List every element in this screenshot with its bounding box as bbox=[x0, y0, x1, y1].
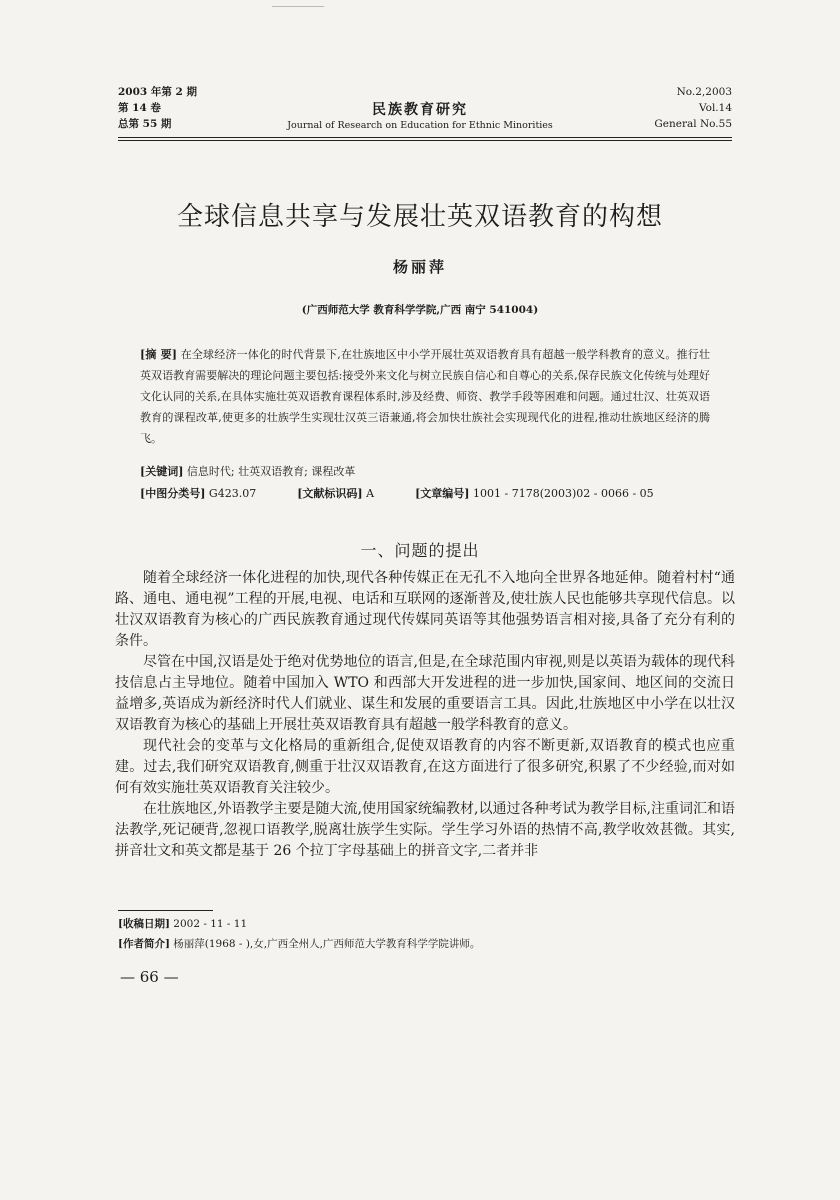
author-bio-label: [作者简介] bbox=[118, 938, 170, 950]
article-number-value: 1001 - 7178(2003)02 - 0066 - 05 bbox=[473, 487, 654, 500]
author-affiliation: (广西师范大学 教育科学学院,广西 南宁 541004) bbox=[301, 304, 539, 316]
abstract bbox=[140, 344, 710, 449]
clc-label: [中图分类号] bbox=[140, 487, 206, 500]
section-heading: 一、问题的提出 bbox=[360, 541, 480, 560]
body-paragraph-3: 现代社会的变革与文化格局的重新组合,促使双语教育的内容不断更新,双语教育的模式也应重建。过去,我们研究双语教育,侧重于壮汉双语教育,在这方面进行了很多研究,积累了不少经验,而对如何有效实施壮英双语教育关注较少。 bbox=[115, 738, 735, 796]
journal-name-en: Journal of Research on Education for Ethnic Minorities bbox=[287, 120, 553, 131]
keywords-label: [关键词] bbox=[140, 465, 184, 478]
classification-line bbox=[140, 484, 740, 504]
footnote bbox=[118, 914, 480, 954]
received-label: [收稿日期] bbox=[118, 918, 170, 930]
header-center bbox=[260, 101, 580, 133]
header-rule-bottom bbox=[118, 140, 732, 141]
abstract-label: [摘 要] bbox=[140, 348, 177, 361]
doc-code-label: [文献标识码] bbox=[297, 487, 363, 500]
scan-mark bbox=[272, 0, 324, 7]
article-title: 全球信息共享与发展壮英双语教育的构想 bbox=[176, 202, 663, 232]
header-right bbox=[654, 84, 732, 132]
volume-en: Vol.14 bbox=[699, 102, 732, 114]
issue-en: No.2,2003 bbox=[676, 86, 732, 98]
clc-value: G423.07 bbox=[208, 487, 257, 500]
body-text bbox=[115, 568, 735, 862]
body-paragraph-1: 随着全球经济一体化进程的加快,现代各种传媒正在无孔不入地向全世界各地延伸。随着村村“通路、通电、通电视”工程的开展,电视、电话和互联网的逐渐普及,使壮族人民也能够共享现代信息。以壮汉双语教育为核心的广西民族教育通过现代传媒同英语等其他强势语言相对接,具备了充分有利的条件。 bbox=[115, 570, 735, 649]
article-number-label: [文章编号] bbox=[415, 487, 470, 500]
issue-cn: 2003 年第 2 期 bbox=[118, 86, 197, 98]
header-left bbox=[118, 84, 197, 132]
doc-code-value: A bbox=[366, 487, 375, 500]
footnote-rule bbox=[118, 910, 213, 911]
author-bio bbox=[118, 934, 480, 954]
keywords-text: 信息时代; 壮英双语教育; 课程改革 bbox=[186, 465, 356, 478]
journal-name-cn: 民族教育研究 bbox=[372, 102, 468, 118]
keywords bbox=[140, 462, 355, 482]
body-paragraph-2: 尽管在中国,汉语是处于绝对优势地位的语言,但是,在全球范围内审视,则是以英语为载体的现代科技信息占主导地位。随着中国加入 WTO 和西部大开发进程的进一步加快,国家间、地区间的交流日益增多,英语成为新经济时代人们就业、谋生和发展的重要语言工具。因此,壮族地区中小学在以壮汉双语教育为核心的基础上开展壮英双语教育具有超越一般学科教育的意义。 bbox=[115, 654, 735, 733]
general-en: General No.55 bbox=[654, 118, 732, 130]
header-rule-top bbox=[118, 137, 732, 138]
article-author: 杨丽萍 bbox=[392, 258, 447, 276]
received-date bbox=[118, 914, 480, 934]
author-bio-value: 杨丽萍(1968 - ),女,广西全州人,广西师范大学教育科学学院讲师。 bbox=[173, 938, 481, 950]
volume-cn: 第 14 卷 bbox=[118, 102, 161, 114]
page-number: — 66 — bbox=[120, 968, 179, 986]
general-cn: 总第 55 期 bbox=[118, 118, 172, 130]
body-paragraph-4: 在壮族地区,外语教学主要是随大流,使用国家统编教材,以通过各种考试为教学目标,注重词汇和语法教学,死记硬背,忽视口语教学,脱离壮族学生实际。学生学习外语的热情不高,教学收效甚微。其实,拼音壮文和英文都是基于 26 个拉丁字母基础上的拼音文字,二者并非 bbox=[115, 801, 735, 859]
received-value: 2002 - 11 - 11 bbox=[173, 918, 248, 930]
abstract-text: 在全球经济一体化的时代背景下,在壮族地区中小学开展壮英双语教育具有超越一般学科教育的意义。推行壮英双语教育需要解决的理论问题主要包括:接受外来文化与树立民族自信心和自尊心的关系,保存民族文化传统与处理好文化认同的关系,在具体实施壮英双语教育课程体系时,涉及经费、师资、教学手段等困难和问题。通过壮汉、壮英双语教育的课程改革,使更多的壮族学生实现壮汉英三语兼通,将会加快壮族社会实现现代化的进程,推动壮族地区经济的腾飞。 bbox=[140, 348, 710, 445]
